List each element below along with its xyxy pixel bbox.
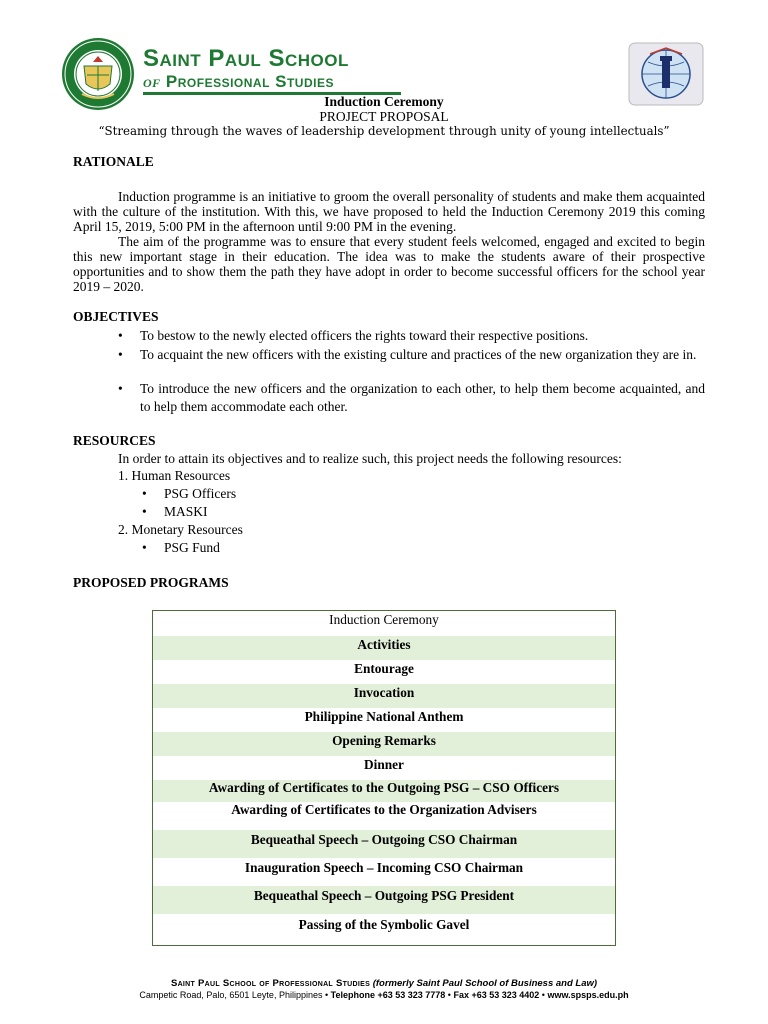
table-row: Bequeathal Speech – Outgoing PSG President xyxy=(153,886,615,914)
rationale-heading: RATIONALE xyxy=(73,154,154,169)
title-theme: “Streaming through the waves of leadership development through unity of young intellectuals” xyxy=(98,124,670,138)
table-row: Activities xyxy=(153,636,615,660)
footer-address: Campetic Road, Palo, 6501 Leyte, Philippines xyxy=(139,990,323,1000)
table-row: Induction Ceremony xyxy=(329,612,439,627)
school-name-line2 xyxy=(143,72,349,92)
rationale-paragraph-2: The aim of the programme was to ensure that every student feels welcomed, engaged and excited to begin this new important stage in their education. The idea was to make the students aware of their prospective opportunities and to show them the path they have adopt in order to become successful officers for the school year 2019 – 2020. xyxy=(73,234,705,294)
programs-heading: PROPOSED PROGRAMS xyxy=(73,575,229,590)
table-row: Philippine National Anthem xyxy=(304,709,464,724)
table-row: Inauguration Speech – Incoming CSO Chairman xyxy=(244,860,524,875)
resources-group-monetary: 2. Monetary Resources xyxy=(118,522,243,537)
footer-telephone: Telephone +63 53 323 7778 xyxy=(330,990,446,1000)
objective-item-3: • To introduce the new officers and the organization to each other, to help them become acquainted, and to help them accommodate each other. xyxy=(140,380,705,416)
table-row: Passing of the Symbolic Gavel xyxy=(298,917,470,932)
footer-school-line xyxy=(0,978,768,989)
resource-item-maski: • MASKI xyxy=(164,504,208,520)
table-row: Awarding of Certificates to the Organization Advisers xyxy=(231,802,537,817)
table-row: Invocation xyxy=(153,684,615,708)
footer-separator: • xyxy=(539,990,548,1000)
footer-separator: • xyxy=(322,990,331,1000)
resources-heading: RESOURCES xyxy=(73,433,156,448)
school-name-line1: Saint Paul School xyxy=(143,45,349,72)
objective-item-1: • To bestow to the newly elected officers the rights toward their respective positions. xyxy=(140,327,705,345)
resource-item-psg-fund: • PSG Fund xyxy=(164,540,220,556)
objectives-heading: OBJECTIVES xyxy=(73,309,159,324)
rationale-paragraph-1: Induction programme is an initiative to groom the overall personality of students and make them acquainted with the culture of the institution. With this, we have proposed to held the Induction Ceremony 2019 this coming April 15, 2019, 5:00 PM in the afternoon until 9:00 PM in the evening. xyxy=(73,189,705,234)
footer-school-name: Saint Paul School of Professional Studies xyxy=(170,978,371,989)
footer-separator: • xyxy=(445,990,454,1000)
table-row: Bequeathal Speech – Outgoing CSO Chairman xyxy=(153,830,615,858)
footer-formerly: (formerly Saint Paul School of Business and Law) xyxy=(372,978,598,989)
programs-table xyxy=(152,610,616,946)
footer-fax: Fax +63 53 323 4402 xyxy=(453,990,540,1000)
footer-contact-line xyxy=(0,990,768,1000)
title-event: Induction Ceremony xyxy=(324,94,444,109)
objective-item-2: • To acquaint the new officers with the existing culture and practices of the new organization they are in. xyxy=(140,346,705,364)
table-row: Opening Remarks xyxy=(153,732,615,756)
school-name-of: of xyxy=(143,72,161,91)
title-proposal: PROJECT PROPOSAL xyxy=(319,109,449,124)
resources-intro: In order to attain its objectives and to realize such, this project needs the following resources: xyxy=(118,451,622,466)
resources-group-human: 1. Human Resources xyxy=(118,468,231,483)
footer-website: www.spsps.edu.ph xyxy=(547,990,629,1000)
table-row: Dinner xyxy=(364,757,404,772)
school-name-rest: Professional Studies xyxy=(165,72,334,91)
table-row: Awarding of Certificates to the Outgoing PSG – CSO Officers xyxy=(153,780,615,802)
table-row: Entourage xyxy=(354,661,414,676)
resource-item-psg-officers: • PSG Officers xyxy=(164,486,236,502)
school-name xyxy=(143,46,349,92)
